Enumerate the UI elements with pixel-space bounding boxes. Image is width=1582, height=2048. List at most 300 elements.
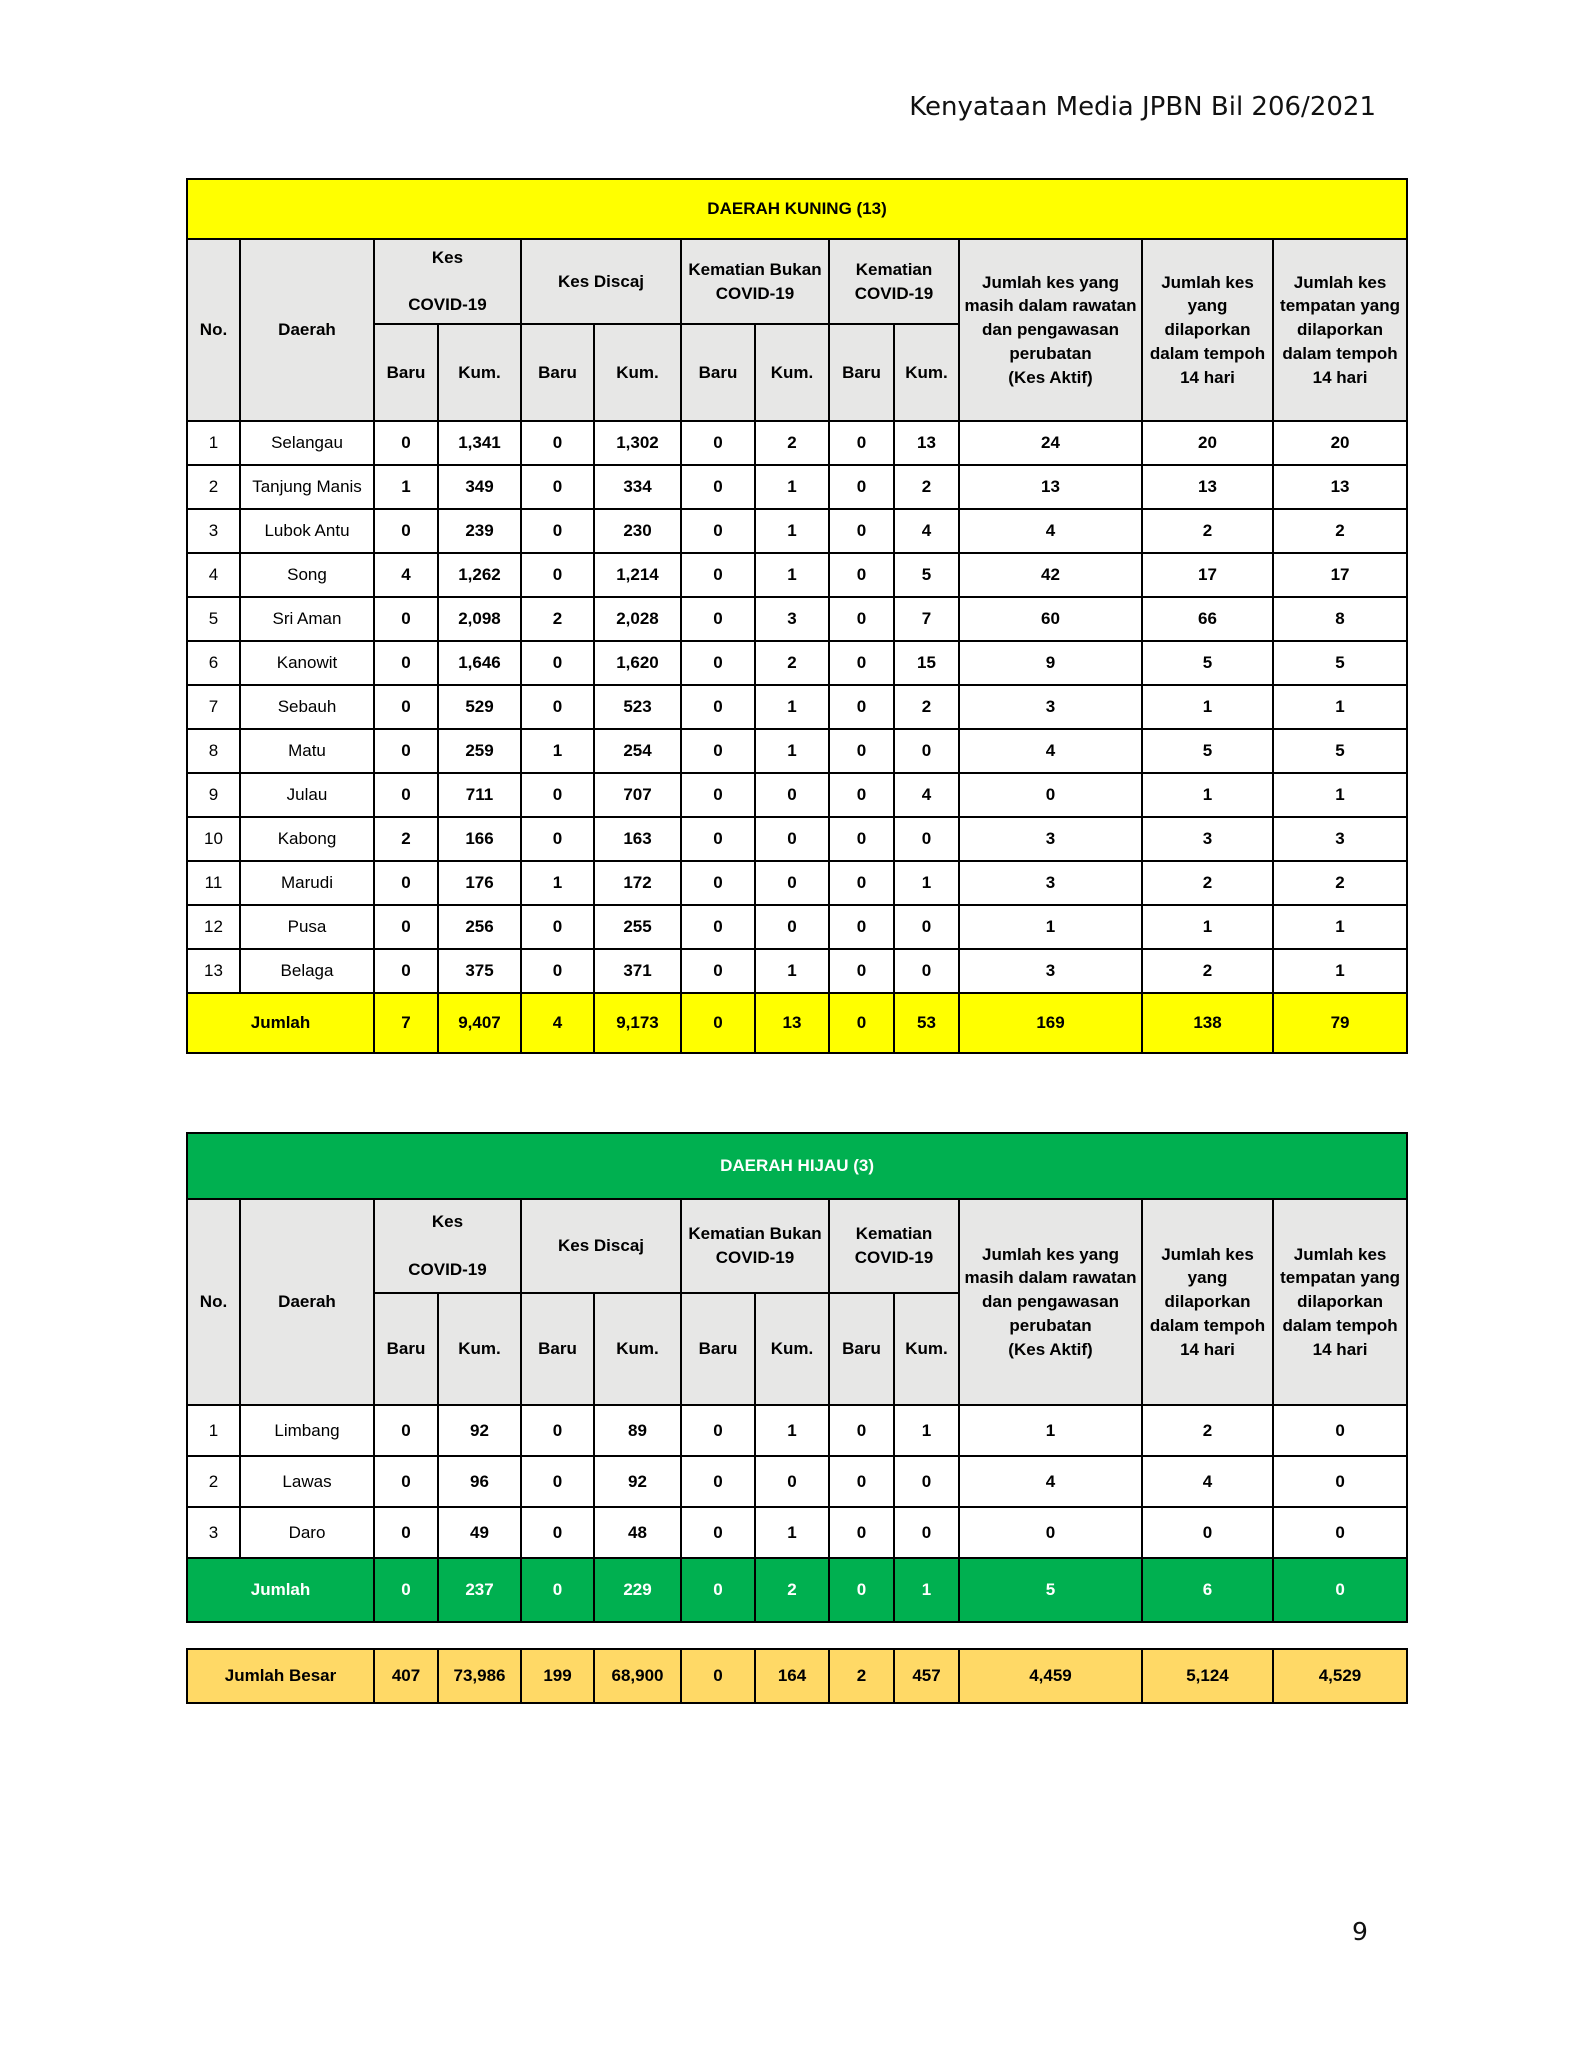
cell-kematian-bukan-baru: 0: [681, 509, 755, 553]
cell-kes-aktif: 4: [959, 729, 1142, 773]
header-row-1: [187, 1199, 1407, 1293]
total-kematian-kum: 53: [894, 993, 959, 1053]
table-jumlah-besar: [186, 1648, 1408, 1704]
table-row: [187, 949, 1407, 993]
cell-kematian-baru: 0: [829, 729, 894, 773]
cell-discaj-baru: 0: [521, 905, 594, 949]
cell-kematian-kum: 0: [894, 949, 959, 993]
cell-kematian-baru: 0: [829, 1456, 894, 1507]
cell-kematian-kum: 0: [894, 905, 959, 949]
col-dilaporkan-14: Jumlah kes yang dilaporkan dalam tempoh 14 hari: [1142, 1199, 1273, 1405]
cell-kes-kum: 375: [438, 949, 521, 993]
total-kematian-kum: 457: [894, 1649, 959, 1703]
total-kematian-bukan-baru: 0: [681, 1649, 755, 1703]
col-kematian: Kematian COVID-19: [829, 1199, 959, 1293]
table-row: [187, 685, 1407, 729]
total-kematian-baru: 0: [829, 993, 894, 1053]
cell-kes-aktif: 3: [959, 817, 1142, 861]
cell-kematian-kum: 2: [894, 685, 959, 729]
total-tempatan-14: 0: [1273, 1558, 1407, 1622]
total-kes-aktif: 169: [959, 993, 1142, 1053]
cell-dilaporkan-14: 1: [1142, 773, 1273, 817]
table-body: [187, 421, 1407, 993]
cell-daerah: Belaga: [240, 949, 374, 993]
cell-kematian-kum: 13: [894, 421, 959, 465]
cell-kes-baru: 1: [374, 465, 438, 509]
table-row: [187, 1405, 1407, 1456]
cell-discaj-baru: 0: [521, 773, 594, 817]
table-row: [187, 421, 1407, 465]
cell-kematian-kum: 2: [894, 465, 959, 509]
table-row: [187, 905, 1407, 949]
table-row: [187, 729, 1407, 773]
cell-discaj-kum: 230: [594, 509, 681, 553]
cell-kes-baru: 2: [374, 817, 438, 861]
grand-total-row: [187, 1649, 1407, 1703]
cell-kematian-baru: 0: [829, 509, 894, 553]
cell-no: 3: [187, 509, 240, 553]
col-kes-baru: Baru: [374, 1293, 438, 1405]
total-kes-baru: 0: [374, 1558, 438, 1622]
cell-kes-baru: 0: [374, 861, 438, 905]
cell-dilaporkan-14: 2: [1142, 949, 1273, 993]
col-kes-kum: Kum.: [438, 1293, 521, 1405]
total-dilaporkan-14: 138: [1142, 993, 1273, 1053]
title-row: [187, 1133, 1407, 1199]
total-kematian-bukan-kum: 2: [755, 1558, 829, 1622]
cell-discaj-baru: 0: [521, 685, 594, 729]
cell-kematian-kum: 1: [894, 1405, 959, 1456]
cell-kes-baru: 0: [374, 421, 438, 465]
cell-kematian-bukan-baru: 0: [681, 685, 755, 729]
cell-kes-aktif: 0: [959, 773, 1142, 817]
cell-kematian-baru: 0: [829, 817, 894, 861]
total-label: Jumlah: [187, 993, 374, 1053]
cell-no: 5: [187, 597, 240, 641]
cell-no: 13: [187, 949, 240, 993]
cell-discaj-baru: 1: [521, 729, 594, 773]
cell-kematian-bukan-baru: 0: [681, 1456, 755, 1507]
cell-dilaporkan-14: 66: [1142, 597, 1273, 641]
cell-kes-kum: 92: [438, 1405, 521, 1456]
cell-kes-aktif: 60: [959, 597, 1142, 641]
total-kes-aktif: 5: [959, 1558, 1142, 1622]
col-kematian-bukan-kum: Kum.: [755, 1293, 829, 1405]
total-discaj-kum: 229: [594, 1558, 681, 1622]
total-kematian-bukan-baru: 0: [681, 993, 755, 1053]
col-kematian-bukan-baru: Baru: [681, 1293, 755, 1405]
cell-discaj-baru: 0: [521, 1405, 594, 1456]
col-no: No.: [187, 239, 240, 421]
col-daerah: Daerah: [240, 1199, 374, 1405]
cell-discaj-baru: 0: [521, 421, 594, 465]
cell-daerah: Kanowit: [240, 641, 374, 685]
col-kes: Kes COVID-19: [374, 1199, 521, 1293]
cell-discaj-kum: 255: [594, 905, 681, 949]
col-kematian-baru: Baru: [829, 1293, 894, 1405]
col-discaj-kum: Kum.: [594, 1293, 681, 1405]
cell-kes-aktif: 4: [959, 509, 1142, 553]
total-tempatan-14: 79: [1273, 993, 1407, 1053]
cell-discaj-baru: 0: [521, 1456, 594, 1507]
cell-daerah: Lawas: [240, 1456, 374, 1507]
cell-discaj-baru: 0: [521, 641, 594, 685]
cell-discaj-baru: 0: [521, 509, 594, 553]
cell-kes-baru: 0: [374, 509, 438, 553]
cell-kematian-bukan-kum: 1: [755, 729, 829, 773]
cell-kes-baru: 0: [374, 685, 438, 729]
table-row: [187, 597, 1407, 641]
cell-tempatan-14: 0: [1273, 1405, 1407, 1456]
cell-kes-baru: 0: [374, 641, 438, 685]
table-title: DAERAH HIJAU (3): [187, 1133, 1407, 1199]
table-row: [187, 817, 1407, 861]
cell-kes-baru: 0: [374, 729, 438, 773]
cell-no: 3: [187, 1507, 240, 1558]
cell-no: 11: [187, 861, 240, 905]
cell-discaj-kum: 707: [594, 773, 681, 817]
cell-discaj-kum: 254: [594, 729, 681, 773]
cell-dilaporkan-14: 2: [1142, 861, 1273, 905]
cell-discaj-baru: 0: [521, 553, 594, 597]
cell-kes-kum: 49: [438, 1507, 521, 1558]
col-kematian-bukan-baru: Baru: [681, 324, 755, 421]
cell-daerah: Julau: [240, 773, 374, 817]
cell-discaj-kum: 48: [594, 1507, 681, 1558]
col-kes-aktif: Jumlah kes yang masih dalam rawatan dan pengawasan perubatan (Kes Aktif): [959, 239, 1142, 421]
total-dilaporkan-14: 5,124: [1142, 1649, 1273, 1703]
total-tempatan-14: 4,529: [1273, 1649, 1407, 1703]
cell-tempatan-14: 13: [1273, 465, 1407, 509]
cell-kematian-bukan-baru: 0: [681, 465, 755, 509]
cell-daerah: Limbang: [240, 1405, 374, 1456]
col-discaj: Kes Discaj: [521, 1199, 681, 1293]
total-kes-baru: 407: [374, 1649, 438, 1703]
total-discaj-kum: 9,173: [594, 993, 681, 1053]
col-discaj-kum: Kum.: [594, 324, 681, 421]
cell-daerah: Daro: [240, 1507, 374, 1558]
cell-tempatan-14: 20: [1273, 421, 1407, 465]
cell-no: 12: [187, 905, 240, 949]
cell-kematian-bukan-kum: 1: [755, 465, 829, 509]
cell-no: 2: [187, 1456, 240, 1507]
cell-dilaporkan-14: 13: [1142, 465, 1273, 509]
table-row: [187, 1456, 1407, 1507]
cell-kematian-bukan-baru: 0: [681, 729, 755, 773]
cell-kes-kum: 2,098: [438, 597, 521, 641]
cell-kematian-kum: 0: [894, 817, 959, 861]
cell-kes-aktif: 9: [959, 641, 1142, 685]
cell-tempatan-14: 17: [1273, 553, 1407, 597]
table-daerah-hijau: [186, 1132, 1408, 1623]
col-dilaporkan-14: Jumlah kes yang dilaporkan dalam tempoh 14 hari: [1142, 239, 1273, 421]
cell-kematian-bukan-kum: 1: [755, 1507, 829, 1558]
cell-kes-aktif: 24: [959, 421, 1142, 465]
cell-kematian-kum: 15: [894, 641, 959, 685]
cell-kematian-kum: 0: [894, 729, 959, 773]
table-row: [187, 861, 1407, 905]
cell-no: 6: [187, 641, 240, 685]
cell-kematian-bukan-kum: 0: [755, 1456, 829, 1507]
document-reference: Kenyataan Media JPBN Bil 206/2021: [909, 92, 1376, 122]
cell-kes-aktif: 4: [959, 1456, 1142, 1507]
cell-daerah: Pusa: [240, 905, 374, 949]
cell-kematian-baru: 0: [829, 641, 894, 685]
cell-kematian-kum: 0: [894, 1456, 959, 1507]
cell-no: 2: [187, 465, 240, 509]
cell-kematian-kum: 7: [894, 597, 959, 641]
cell-dilaporkan-14: 20: [1142, 421, 1273, 465]
cell-kes-kum: 259: [438, 729, 521, 773]
cell-kes-aktif: 13: [959, 465, 1142, 509]
total-kes-kum: 237: [438, 1558, 521, 1622]
total-discaj-kum: 68,900: [594, 1649, 681, 1703]
table-daerah-kuning: [186, 178, 1408, 1054]
cell-kes-baru: 0: [374, 905, 438, 949]
total-kes-baru: 7: [374, 993, 438, 1053]
cell-kes-kum: 166: [438, 817, 521, 861]
cell-dilaporkan-14: 5: [1142, 641, 1273, 685]
total-kematian-bukan-baru: 0: [681, 1558, 755, 1622]
cell-kematian-bukan-baru: 0: [681, 641, 755, 685]
cell-kematian-kum: 5: [894, 553, 959, 597]
cell-no: 1: [187, 1405, 240, 1456]
cell-kematian-kum: 0: [894, 1507, 959, 1558]
cell-kes-kum: 349: [438, 465, 521, 509]
col-no: No.: [187, 1199, 240, 1405]
cell-kes-kum: 529: [438, 685, 521, 729]
cell-kematian-bukan-baru: 0: [681, 597, 755, 641]
cell-kes-aktif: 1: [959, 1405, 1142, 1456]
cell-kematian-bukan-baru: 0: [681, 773, 755, 817]
col-kematian: Kematian COVID-19: [829, 239, 959, 324]
col-kematian-bukan: Kematian Bukan COVID-19: [681, 239, 829, 324]
cell-no: 7: [187, 685, 240, 729]
table-row: [187, 773, 1407, 817]
total-row: [187, 993, 1407, 1053]
cell-discaj-kum: 2,028: [594, 597, 681, 641]
total-kes-aktif: 4,459: [959, 1649, 1142, 1703]
cell-kematian-bukan-kum: 2: [755, 421, 829, 465]
cell-daerah: Lubok Antu: [240, 509, 374, 553]
col-discaj-baru: Baru: [521, 1293, 594, 1405]
total-label: Jumlah: [187, 1558, 374, 1622]
cell-tempatan-14: 2: [1273, 509, 1407, 553]
col-kes-aktif: Jumlah kes yang masih dalam rawatan dan pengawasan perubatan (Kes Aktif): [959, 1199, 1142, 1405]
cell-tempatan-14: 8: [1273, 597, 1407, 641]
cell-kematian-baru: 0: [829, 861, 894, 905]
cell-kematian-bukan-baru: 0: [681, 905, 755, 949]
total-discaj-baru: 199: [521, 1649, 594, 1703]
cell-tempatan-14: 2: [1273, 861, 1407, 905]
cell-discaj-baru: 1: [521, 861, 594, 905]
total-dilaporkan-14: 6: [1142, 1558, 1273, 1622]
table-row: [187, 509, 1407, 553]
cell-dilaporkan-14: 3: [1142, 817, 1273, 861]
cell-discaj-kum: 1,302: [594, 421, 681, 465]
cell-no: 4: [187, 553, 240, 597]
col-tempatan-14: Jumlah kes tempatan yang dilaporkan dalam tempoh 14 hari: [1273, 239, 1407, 421]
cell-tempatan-14: 1: [1273, 773, 1407, 817]
cell-daerah: Sri Aman: [240, 597, 374, 641]
cell-daerah: Song: [240, 553, 374, 597]
table-title: DAERAH KUNING (13): [187, 179, 1407, 239]
cell-tempatan-14: 1: [1273, 949, 1407, 993]
cell-discaj-baru: 0: [521, 817, 594, 861]
cell-kes-baru: 0: [374, 1405, 438, 1456]
total-kematian-baru: 2: [829, 1649, 894, 1703]
cell-discaj-kum: 334: [594, 465, 681, 509]
cell-kes-kum: 1,646: [438, 641, 521, 685]
col-kematian-bukan: Kematian Bukan COVID-19: [681, 1199, 829, 1293]
col-discaj: Kes Discaj: [521, 239, 681, 324]
cell-kes-aktif: 3: [959, 861, 1142, 905]
cell-kematian-bukan-kum: 1: [755, 1405, 829, 1456]
cell-kematian-bukan-kum: 0: [755, 817, 829, 861]
cell-tempatan-14: 3: [1273, 817, 1407, 861]
cell-kes-baru: 0: [374, 597, 438, 641]
cell-dilaporkan-14: 1: [1142, 685, 1273, 729]
cell-kematian-bukan-baru: 0: [681, 817, 755, 861]
cell-daerah: Sebauh: [240, 685, 374, 729]
col-daerah: Daerah: [240, 239, 374, 421]
cell-daerah: Marudi: [240, 861, 374, 905]
col-kematian-bukan-kum: Kum.: [755, 324, 829, 421]
cell-kematian-kum: 1: [894, 861, 959, 905]
cell-kes-baru: 0: [374, 1507, 438, 1558]
cell-kes-kum: 96: [438, 1456, 521, 1507]
cell-kematian-bukan-kum: 3: [755, 597, 829, 641]
cell-discaj-baru: 2: [521, 597, 594, 641]
cell-no: 10: [187, 817, 240, 861]
cell-kes-kum: 711: [438, 773, 521, 817]
cell-kematian-bukan-baru: 0: [681, 421, 755, 465]
cell-dilaporkan-14: 1: [1142, 905, 1273, 949]
table-body: [187, 1405, 1407, 1558]
cell-discaj-kum: 523: [594, 685, 681, 729]
total-kematian-baru: 0: [829, 1558, 894, 1622]
cell-kes-aktif: 42: [959, 553, 1142, 597]
cell-kes-kum: 1,262: [438, 553, 521, 597]
cell-discaj-kum: 172: [594, 861, 681, 905]
cell-kematian-kum: 4: [894, 509, 959, 553]
page-number: 9: [1352, 1917, 1368, 1946]
header-row-1: [187, 239, 1407, 324]
cell-daerah: Matu: [240, 729, 374, 773]
cell-kematian-baru: 0: [829, 597, 894, 641]
cell-kematian-baru: 0: [829, 1507, 894, 1558]
title-row: [187, 179, 1407, 239]
cell-kes-kum: 239: [438, 509, 521, 553]
cell-tempatan-14: 5: [1273, 641, 1407, 685]
cell-no: 8: [187, 729, 240, 773]
cell-discaj-kum: 163: [594, 817, 681, 861]
table-row: [187, 641, 1407, 685]
cell-kes-kum: 256: [438, 905, 521, 949]
cell-dilaporkan-14: 2: [1142, 509, 1273, 553]
col-kematian-kum: Kum.: [894, 324, 959, 421]
cell-discaj-kum: 89: [594, 1405, 681, 1456]
cell-tempatan-14: 1: [1273, 685, 1407, 729]
cell-discaj-kum: 1,620: [594, 641, 681, 685]
cell-kematian-bukan-kum: 2: [755, 641, 829, 685]
cell-daerah: Tanjung Manis: [240, 465, 374, 509]
cell-kes-baru: 4: [374, 553, 438, 597]
cell-kes-kum: 176: [438, 861, 521, 905]
cell-tempatan-14: 5: [1273, 729, 1407, 773]
col-kes-baru: Baru: [374, 324, 438, 421]
cell-kematian-baru: 0: [829, 905, 894, 949]
cell-kes-baru: 0: [374, 1456, 438, 1507]
cell-kes-baru: 0: [374, 773, 438, 817]
col-kes-kum: Kum.: [438, 324, 521, 421]
cell-discaj-baru: 0: [521, 949, 594, 993]
cell-dilaporkan-14: 4: [1142, 1456, 1273, 1507]
cell-tempatan-14: 0: [1273, 1507, 1407, 1558]
cell-discaj-kum: 371: [594, 949, 681, 993]
cell-daerah: Selangau: [240, 421, 374, 465]
total-kematian-bukan-kum: 13: [755, 993, 829, 1053]
total-kematian-kum: 1: [894, 1558, 959, 1622]
col-tempatan-14: Jumlah kes tempatan yang dilaporkan dalam tempoh 14 hari: [1273, 1199, 1407, 1405]
cell-kematian-baru: 0: [829, 949, 894, 993]
cell-discaj-kum: 92: [594, 1456, 681, 1507]
total-kematian-bukan-kum: 164: [755, 1649, 829, 1703]
cell-kematian-baru: 0: [829, 773, 894, 817]
col-kematian-baru: Baru: [829, 324, 894, 421]
table-row: [187, 553, 1407, 597]
cell-kematian-bukan-kum: 1: [755, 553, 829, 597]
cell-dilaporkan-14: 5: [1142, 729, 1273, 773]
cell-kematian-baru: 0: [829, 685, 894, 729]
col-discaj-baru: Baru: [521, 324, 594, 421]
cell-kes-aktif: 0: [959, 1507, 1142, 1558]
cell-kematian-bukan-kum: 0: [755, 773, 829, 817]
col-kematian-kum: Kum.: [894, 1293, 959, 1405]
grand-total-label: Jumlah Besar: [187, 1649, 374, 1703]
cell-kematian-baru: 0: [829, 1405, 894, 1456]
cell-tempatan-14: 1: [1273, 905, 1407, 949]
cell-kes-baru: 0: [374, 949, 438, 993]
cell-no: 9: [187, 773, 240, 817]
cell-tempatan-14: 0: [1273, 1456, 1407, 1507]
col-kes: Kes COVID-19: [374, 239, 521, 324]
cell-kematian-baru: 0: [829, 465, 894, 509]
cell-kes-aktif: 1: [959, 905, 1142, 949]
cell-kematian-bukan-kum: 1: [755, 509, 829, 553]
cell-kematian-bukan-kum: 1: [755, 949, 829, 993]
cell-kematian-bukan-baru: 0: [681, 949, 755, 993]
cell-dilaporkan-14: 2: [1142, 1405, 1273, 1456]
table-row: [187, 1507, 1407, 1558]
cell-no: 1: [187, 421, 240, 465]
cell-discaj-baru: 0: [521, 465, 594, 509]
cell-dilaporkan-14: 0: [1142, 1507, 1273, 1558]
cell-kematian-kum: 4: [894, 773, 959, 817]
total-kes-kum: 9,407: [438, 993, 521, 1053]
cell-kes-aktif: 3: [959, 949, 1142, 993]
cell-kematian-bukan-baru: 0: [681, 1405, 755, 1456]
total-discaj-baru: 4: [521, 993, 594, 1053]
total-discaj-baru: 0: [521, 1558, 594, 1622]
cell-kematian-baru: 0: [829, 421, 894, 465]
cell-discaj-baru: 0: [521, 1507, 594, 1558]
cell-kematian-bukan-kum: 0: [755, 905, 829, 949]
cell-kematian-bukan-baru: 0: [681, 1507, 755, 1558]
cell-kes-kum: 1,341: [438, 421, 521, 465]
cell-dilaporkan-14: 17: [1142, 553, 1273, 597]
cell-kematian-bukan-kum: 1: [755, 685, 829, 729]
